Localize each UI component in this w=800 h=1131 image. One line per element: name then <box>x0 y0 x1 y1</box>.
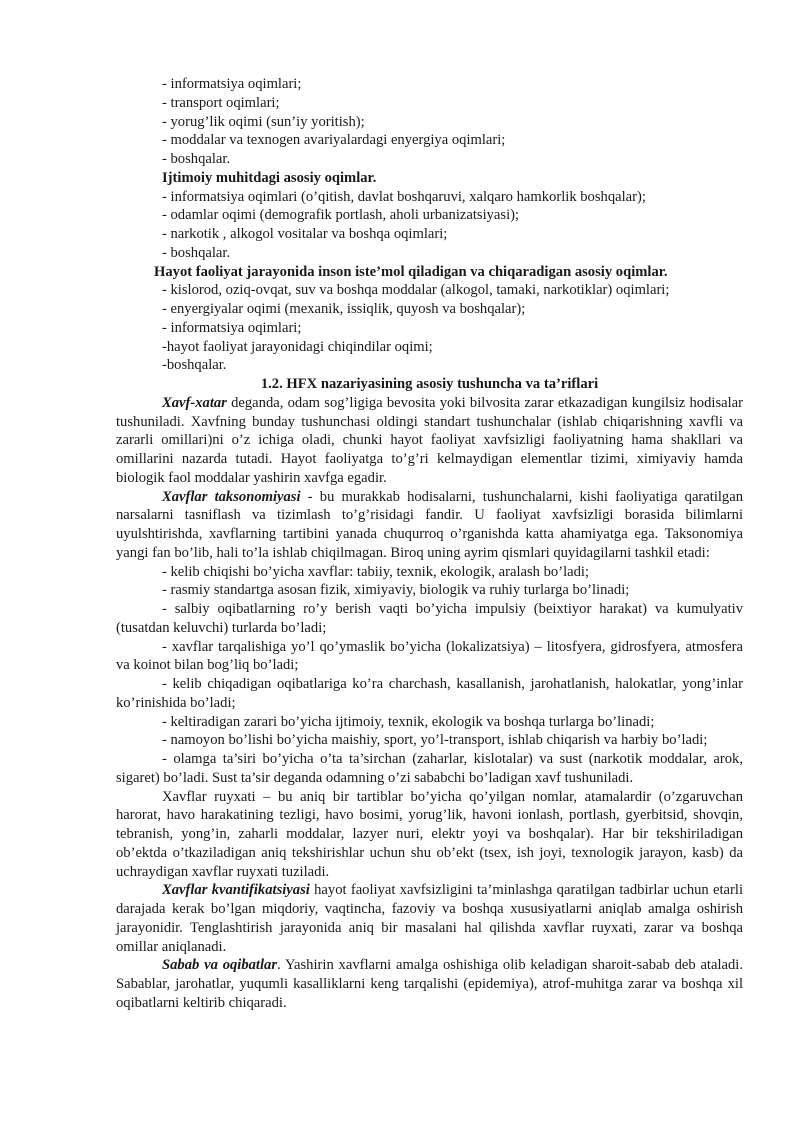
list-item: - informatsiya oqimlari; <box>162 319 302 336</box>
list-item: - transport oqimlari; <box>162 94 280 111</box>
environment-flows-list <box>116 75 743 263</box>
list-item: - olamga ta’siri bo’yicha o’ta ta’sirchan (zaharlar, kislotalar) va sust (narkotik moddalar, arok, sigaret) bo’ladi. Sust ta’sir deganda odamning o’zi sababchi bo’ladigan xavf tushuniladi. <box>116 751 743 786</box>
list-item: - informatsiya oqimlari; <box>162 76 302 92</box>
paragraph-taxonomy <box>116 488 743 563</box>
list-item: - keltiradigan zarari bo’yicha ijtimoiy, texnik, ekologik va boshqa turlarga bo’linadi; <box>162 713 655 730</box>
list-item: - salbiy oqibatlarning ro’y berish vaqti bo’yicha impulsiy (beixtiyor harakat) va kumulyativ (tusatdan keluvchi) turlarda bo’ladi; <box>116 601 743 636</box>
social-flows-heading: Ijtimoiy muhitdagi asosiy oqimlar. <box>162 169 377 186</box>
paragraph-ruyxat: Xavflar ruyxati – bu aniq bir tartiblar bo’yicha qo’yilgan nomlar, atamalardir (o’zgaruvchan harorat, havo harakatining tezligi, havo bosimi, yorug’lik, havoni ionlash, portlash, gyerbitsid, shovqin, tebranish, yong’in, zaharli moddalar, lazyer nuri, elektr yoyi va boshqalar). Har bir tekshiriladigan ob’ektda o’tkaziladigan aniq tekshirishlar uchun shu ob’ekt (tsex, ish joyi, texnologik jarayon, kasb) da uchraydigan xavflar ruyxati tuziladi. <box>116 788 743 880</box>
list-item: - enyergiyalar oqimi (mexanik, issiqlik, quyosh va boshqalar); <box>162 301 526 317</box>
list-item: - odamlar oqimi (demografik portlash, aholi urbanizatsiyasi); <box>162 207 520 224</box>
list-item: - namoyon bo’lishi bo’yicha maishiy, sport, yo’l-transport, ishlab chiqarish va harbiy bo’ladi; <box>162 732 708 749</box>
paragraph-text: - bu murakkab hodisalarni, tushunchalarni, kishi faoliyatiga qaratilgan narsalarni tasniflash va tizimlash to’g’risidagi fandir. U faoliyat xavfsizligi borasida bilimlarni uyulshtirishda, xavflarning tartibini yanada chuqurroq o’rganishda katta ahamiyatga ega. Taksonomiya yangi fan bo’lib, hali to’la ishlab chiqilmagan. Biroq uning ayrim qismlari quyidagilarni tashkil etadi: <box>116 488 744 561</box>
list-item: - kislorod, oziq-ovqat, suv va boshqa moddalar (alkogol, tamaki, narkotiklar) oqimlari; <box>162 282 670 299</box>
list-item: -hayot faoliyat jarayonidagi chiqindilar oqimi; <box>162 338 433 355</box>
list-item: - boshqalar. <box>162 151 231 167</box>
paragraph-xavf-xatar <box>116 394 743 488</box>
list-item: - yorug’lik oqimi (sun’iy yoritish); <box>162 113 365 130</box>
term: Xavflar taksonomiyasi <box>162 488 301 505</box>
paragraph-text: . Yashirin xavflarni amalga oshishiga olib keladigan sharoit-sabab deb ataladi. Sabablar, jarohatlar, yuqumli kasalliklarni keng tarqalishi (epidemiya), atrof-muhitga zarar va boshqa xil oqibatlarni keltirib chiqaradi. <box>116 957 743 1011</box>
paragraph-text: deganda, odam sog’ligiga bevosita yoki bilvosita zarar etkazadigan kungilsiz hodisalar tushuniladi. Xavfning bunday tushunchasi oldingi standart tushunchalar (ishlab chiqarishning xavfli va zararli omillari)ni o’z ichiga oladi, chunki hayot faoliyat xavfsizligi faoliyatning hama shakllari va omillarini nazarda tutadi. Hayot faoliyatga to’g’ri kelmaydigan elementlar tizimi, ximiyaviy hamda biologik faol moddalar yashirin xavfga egadir. <box>116 394 743 486</box>
term: Xavf-xatar <box>162 394 227 411</box>
list-item: - moddalar va texnogen avariyalardagi enyergiya oqimlari; <box>162 132 506 149</box>
list-item: - narkotik , alkogol vositalar va boshqa oqimlari; <box>162 226 448 242</box>
list-item: - boshqalar. <box>162 244 231 261</box>
life-flows-heading: Hayot faoliyat jarayonida inson iste’mol qiladigan va chiqaradigan asosiy oqimlar. <box>154 263 668 280</box>
paragraph-cause-effect <box>116 956 743 1012</box>
list-item: -boshqalar. <box>162 357 227 374</box>
paragraph-text: hayot faoliyat xavfsizligini ta’minlashga qaratilgan tadbirlar uchun etarli darajada kerak bo’lgan miqdoriy, vaqtincha, fazoviy va boshqa xususiyatlarni aniqlab amalga oshirish jarayonidir. Tenglashtirish jarayonida aniq bir masalani hal qilishda xavflar ruyxati, zarar va boshqa omillar aniqlanadi. <box>116 882 743 955</box>
section-title: 1.2. HFX nazariyasining asosiy tushuncha va ta’riflari <box>260 376 599 392</box>
list-item: - rasmiy standartga asosan fizik, ximiyaviy, biologik va ruhiy turlarga bo’linadi; <box>162 582 630 599</box>
paragraph-quantification <box>116 881 743 956</box>
list-item: - informatsiya oqimlari (o’qitish, davlat boshqaruvi, xalqaro hamkorlik boshqalar); <box>162 188 646 205</box>
life-flows-list <box>116 281 743 375</box>
term: Xavflar kvantifikatsiyasi <box>162 882 310 899</box>
list-item: - kelib chiqadigan oqibatlariga ko’ra charchash, kasallanish, jarohatlanish, halokatlar, yong’inlar ko’rinishida bo’ladi; <box>116 676 743 711</box>
list-item: - xavflar tarqalishiga yo’l qo’ymaslik bo’yicha (lokalizatsiya) – litosfyera, gidrosfyera, atmosfera va koinot bilan bog’liq bo’ladi; <box>116 638 743 674</box>
list-item: - kelib chiqishi bo’yicha xavflar: tabiiy, texnik, ekologik, aralash bo’ladi; <box>162 563 590 580</box>
term: Sabab va oqibatlar <box>162 957 278 974</box>
